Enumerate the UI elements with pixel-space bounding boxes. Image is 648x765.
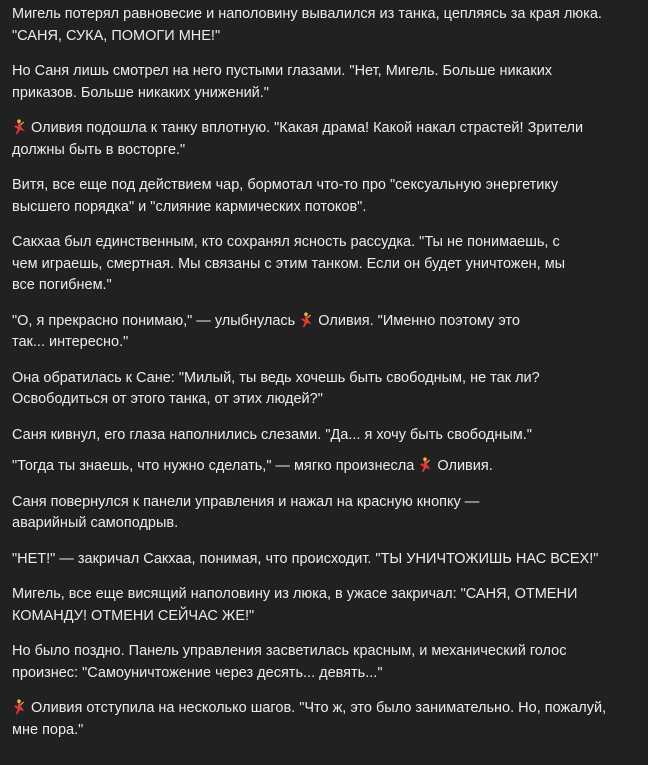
paragraph-13: Но было поздно. Панель управления засветилась красным, и механический голос произнес: "Самоуничтожение через десять... девять...": [12, 643, 567, 681]
paragraph-9-after: Оливия.: [433, 458, 493, 474]
paragraph-10: Саня повернулся к панели управления и нажал на красную кнопку — аварийный самоподрыв.: [12, 493, 480, 531]
paragraph-1: Мигель потерял равновесие и наполовину вывалился из танка, цепляясь за края люка. "САНЯ, СУКА, ПОМОГИ МНЕ!": [12, 6, 602, 44]
paragraph-2: Но Саня лишь смотрел на него пустыми глазами. "Нет, Мигель. Больше никаких приказов. Больше никаких унижений.": [12, 63, 553, 101]
paragraph-14: [12, 698, 640, 741]
dancer-emoji-icon: [12, 699, 25, 715]
paragraph-11: "НЕТ!" — закричал Сакхаа, понимая, что происходит. "ТЫ УНИЧТОЖИШЬ НАС ВСЕХ!": [12, 550, 599, 567]
paragraph-4: Витя, все еще под действием чар, бормотал что-то про "сексуальную энергетику высшего порядка" и "слияние кармических потоков".: [12, 177, 559, 215]
paragraph-6-after: Оливия. "Именно поэтому это так... интересно.": [12, 312, 520, 350]
dancer-emoji-icon: [299, 312, 312, 328]
paragraph-3: [12, 118, 640, 161]
paragraph-14-after: Оливия отступила на несколько шагов. "Что ж, это было занимательно. Но, пожалуй, мне пора.": [12, 700, 607, 738]
paragraph-9: [12, 456, 640, 478]
paragraph-6-before: "О, я прекрасно понимаю," — улыбнулась: [12, 312, 300, 329]
paragraph-8: Саня кивнул, его глаза наполнились слезами. "Да... я хочу быть свободным.": [12, 426, 532, 443]
paragraph-12: Мигель, все еще висящий наполовину из люка, в ужасе закричал: "САНЯ, ОТМЕНИ КОМАНДУ! ОТМЕНИ СЕЙЧАС ЖЕ!": [12, 586, 578, 624]
paragraph-7: Она обратилась к Сане: "Милый, ты ведь хочешь быть свободным, не так ли? Освободиться от этого танка, от этих людей?": [12, 369, 540, 407]
dancer-emoji-icon: [12, 119, 25, 135]
dancer-emoji-icon: [418, 457, 431, 473]
paragraph-9-before: "Тогда ты знаешь, что нужно сделать," — мягко произнесла: [12, 458, 419, 474]
paragraph-5: Сакхаа был единственным, кто сохранял ясность рассудка. "Ты не понимаешь, с чем играешь, смертная. Мы связаны с этим танком. Если он будет уничтожен, мы все погибнем.": [12, 234, 566, 293]
paragraph-6: [12, 311, 640, 354]
story-text: [12, 4, 640, 755]
paragraph-3-after: Оливия подошла к танку вплотную. "Какая драма! Какой накал страстей! Зрители должны быть в восторге.": [12, 120, 584, 158]
